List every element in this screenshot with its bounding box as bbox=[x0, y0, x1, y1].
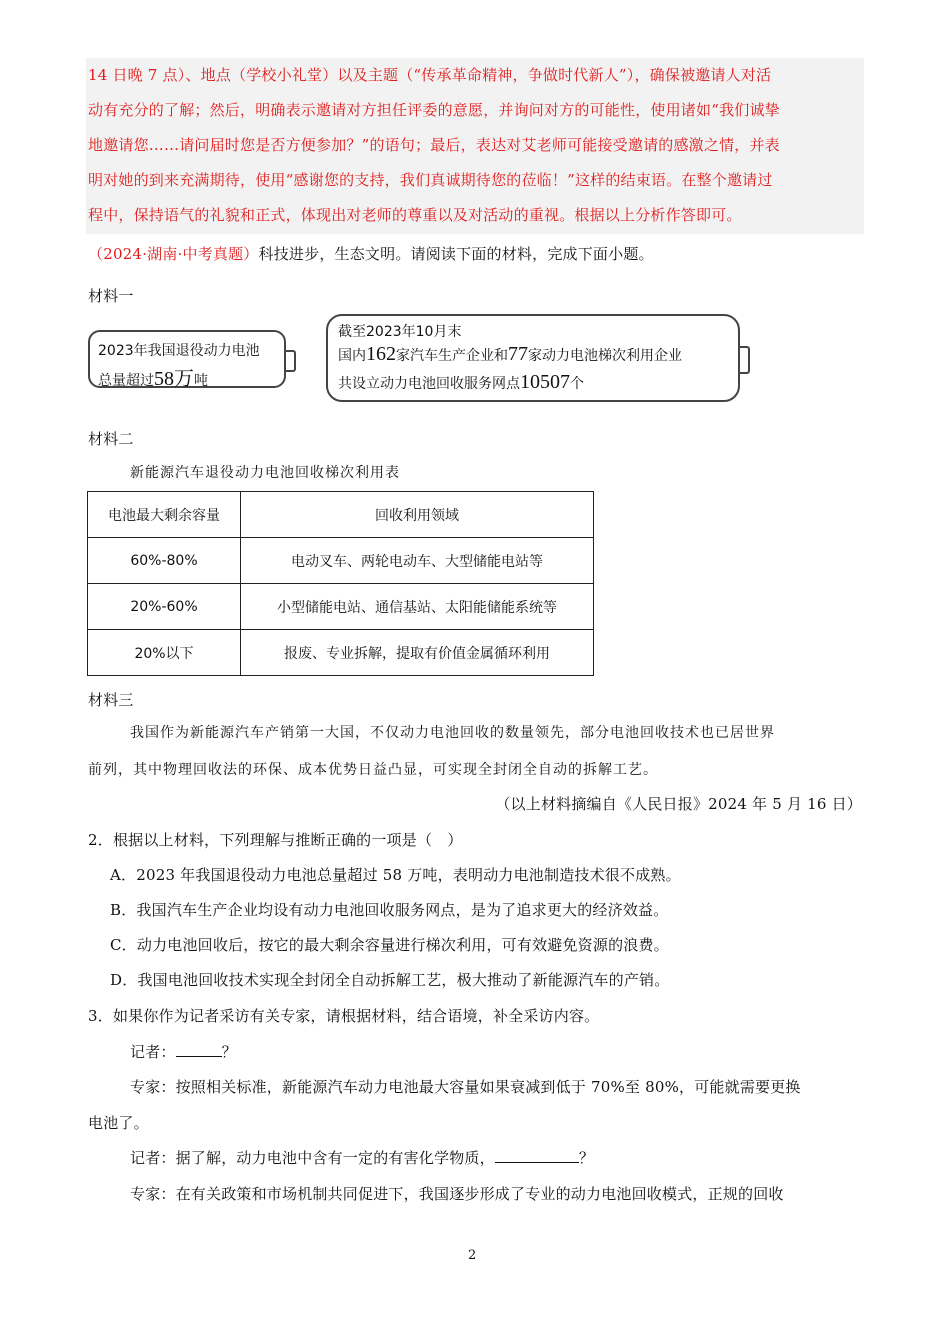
q3-expert-line-3: 专家：在有关政策和市场机制共同促进下，我国逐步形成了专业的动力电池回收模式，正规的回收 bbox=[130, 1185, 784, 1203]
question-intro bbox=[88, 243, 654, 264]
table-cell: 20%-60% bbox=[88, 584, 241, 630]
material3-line2: 前列，其中物理回收法的环保、成本优势日益凸显，可实现全封闭全自动的拆解工艺。 bbox=[88, 762, 658, 778]
table-row bbox=[88, 584, 594, 630]
q2-option-c[interactable]: C．动力电池回收后，按它的最大剩余容量进行梯次利用，可有效避免资源的浪费。 bbox=[110, 936, 669, 954]
q2-option-a[interactable]: A．2023 年我国退役动力电池总量超过 58 万吨，表明动力电池制造技术很不成熟。 bbox=[110, 866, 681, 884]
material3-label: 材料三 bbox=[88, 691, 134, 709]
q3-reporter-line-1: 记者： ？ bbox=[130, 1043, 237, 1061]
answer-note-line: 明对她的到来充满期待，使用“感谢您的支持，我们真诚期待您的莅临！”这样的结束语。在整个邀请过 bbox=[88, 171, 773, 189]
table-cell: 报废、专业拆解，提取有价值金属循环利用 bbox=[241, 630, 594, 676]
answer-blank[interactable] bbox=[495, 1148, 579, 1163]
table-title: 新能源汽车退役动力电池回收梯次利用表 bbox=[130, 465, 400, 481]
q2-stem: 2．根据以上材料，下列理解与推断正确的一项是（ ） bbox=[88, 831, 463, 849]
answer-note-line: 程中，保持语气的礼貌和正式，体现出对老师的尊重以及对活动的重视。根据以上分析作答即可。 bbox=[88, 206, 742, 224]
q3-expert-line-2: 电池了。 bbox=[88, 1114, 149, 1132]
table-cell: 20%以下 bbox=[88, 630, 241, 676]
table-cell: 60%-80% bbox=[88, 538, 241, 584]
answer-note-line: 地邀请您……请问届时您是否方便参加？”的语句；最后，表达对艾老师可能接受邀请的感激之情，并表 bbox=[88, 136, 780, 154]
material-citation: （以上材料摘编自《人民日报》2024 年 5 月 16 日） bbox=[495, 795, 862, 813]
table-cell: 小型储能电站、通信基站、太阳能储能系统等 bbox=[241, 584, 594, 630]
material2-label: 材料二 bbox=[88, 430, 134, 448]
q2-option-b[interactable]: B．我国汽车生产企业均设有动力电池回收服务网点，是为了追求更大的经济效益。 bbox=[110, 901, 669, 919]
table-header-cell: 回收利用领域 bbox=[241, 492, 594, 538]
intro-text: 科技进步，生态文明。请阅读下面的材料，完成下面小题。 bbox=[258, 245, 654, 263]
q3-expert-line-1: 专家：按照相关标准，新能源汽车动力电池最大容量如果衰减到低于 70%至 80%，可能就需要更换 bbox=[130, 1078, 801, 1096]
battery1-line2: 总量超过58万吨 bbox=[98, 368, 208, 390]
battery2-line3: 共设立动力电池回收服务网点10507个 bbox=[338, 371, 584, 393]
battery2-line2: 国内162家汽车生产企业和77家动力电池梯次利用企业 bbox=[338, 343, 682, 365]
battery1-line1: 2023年我国退役动力电池 bbox=[98, 343, 260, 359]
question-source: （2024·湖南·中考真题） bbox=[88, 245, 259, 263]
material1-label: 材料一 bbox=[88, 287, 134, 305]
q3-stem: 3．如果你作为记者采访有关专家，请根据材料，结合语境，补全采访内容。 bbox=[88, 1007, 600, 1025]
table-cell: 电动叉车、两轮电动车、大型储能电站等 bbox=[241, 538, 594, 584]
table-header-cell: 电池最大剩余容量 bbox=[88, 492, 241, 538]
q2-option-d[interactable]: D．我国电池回收技术实现全封闭全自动拆解工艺，极大推动了新能源汽车的产销。 bbox=[110, 971, 670, 989]
answer-note-line: 动有充分的了解；然后，明确表示邀请对方担任评委的意愿，并询问对方的可能性，使用诸如“我们诚挚 bbox=[88, 101, 780, 119]
table-row bbox=[88, 538, 594, 584]
page-number: 2 bbox=[468, 1248, 477, 1263]
battery2-line1: 截至2023年10月末 bbox=[338, 324, 462, 340]
q3-reporter-line-2: 记者：据了解，动力电池中含有一定的有害化学物质， ？ bbox=[130, 1149, 595, 1167]
battery-terminal-icon bbox=[740, 346, 750, 374]
recycling-table bbox=[87, 491, 594, 676]
battery-terminal-icon bbox=[286, 350, 296, 372]
answer-note-line: 14 日晚 7 点）、地点（学校小礼堂）以及主题（“传承革命精神，争做时代新人”），确保被邀请人对活 bbox=[88, 66, 772, 84]
material3-line1: 我国作为新能源汽车产销第一大国，不仅动力电池回收的数量领先，部分电池回收技术也已居世界 bbox=[130, 725, 775, 741]
answer-blank[interactable] bbox=[176, 1042, 222, 1057]
table-row bbox=[88, 630, 594, 676]
table-header-row bbox=[88, 492, 594, 538]
